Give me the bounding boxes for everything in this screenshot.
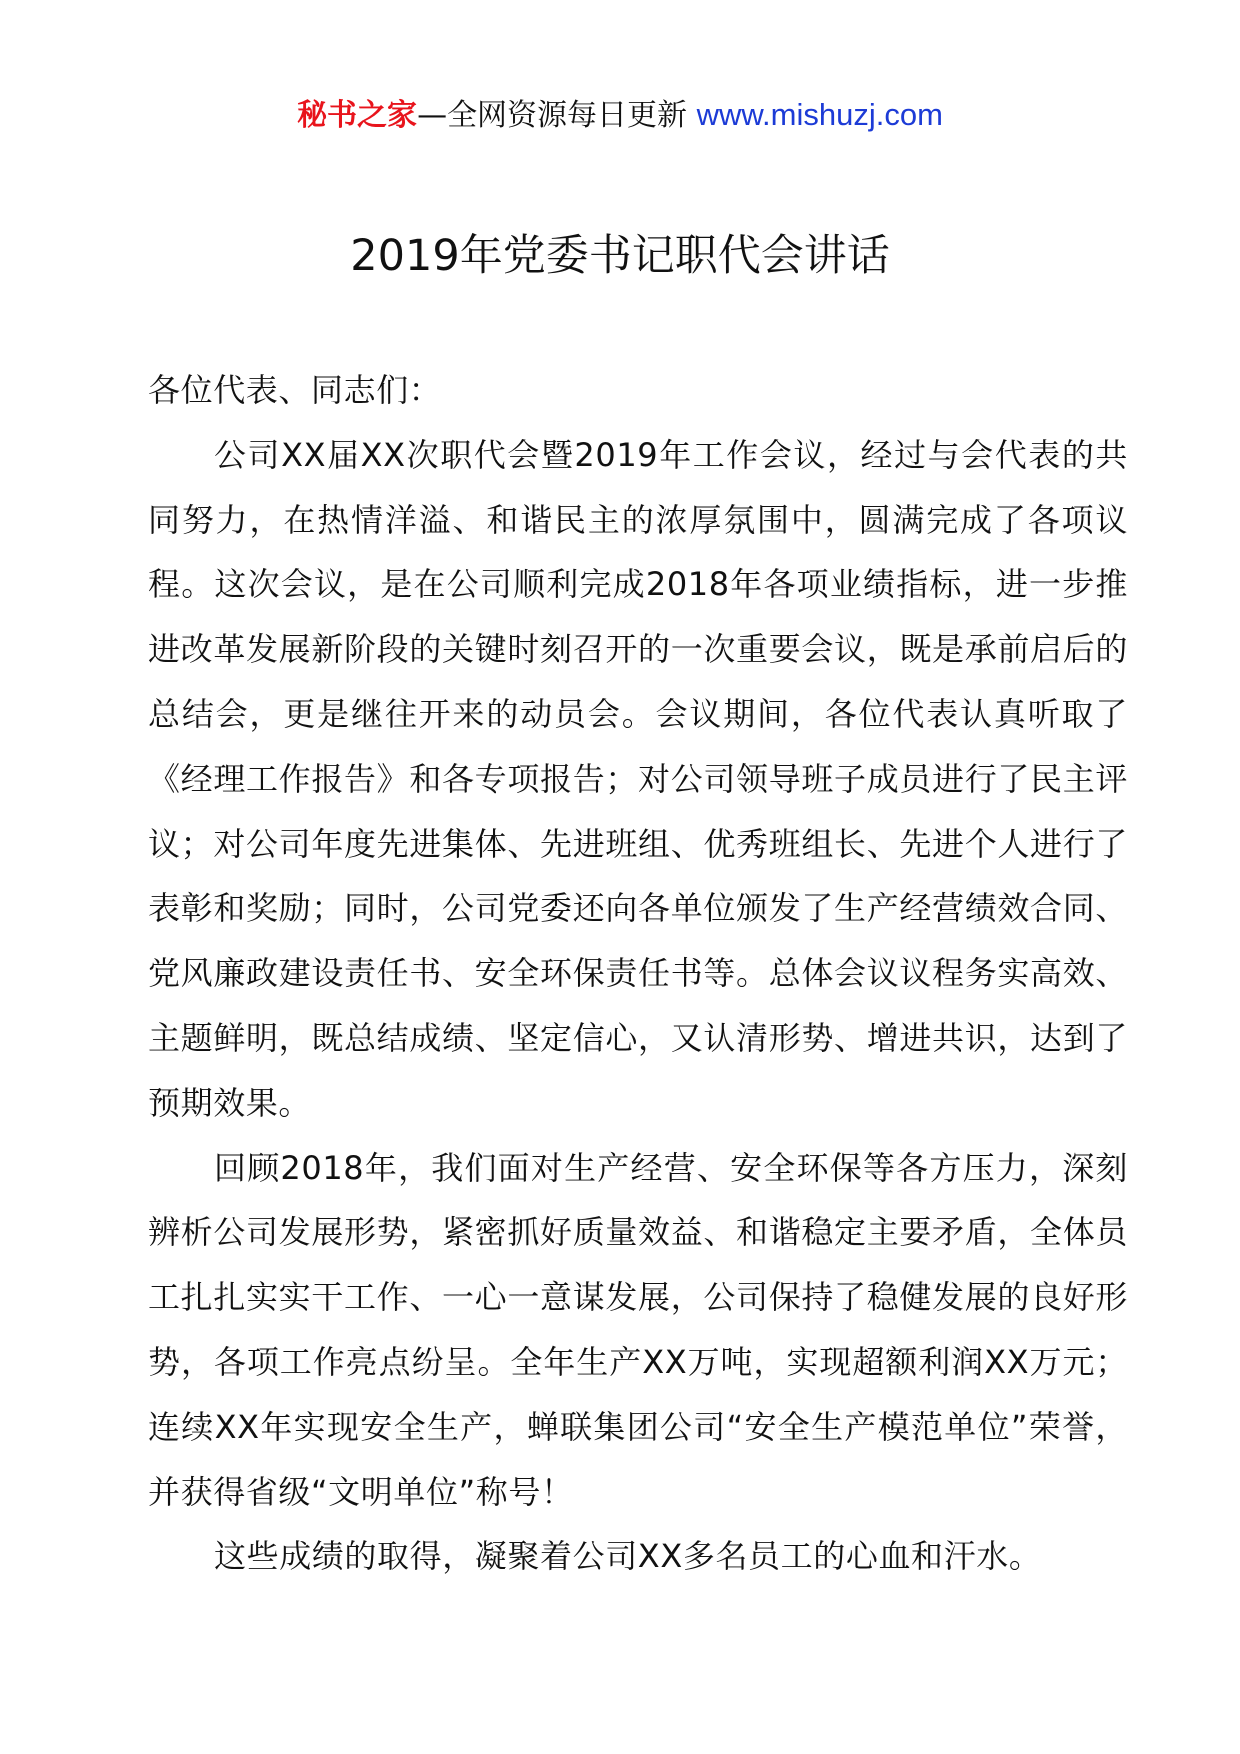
paragraph-3: 这些成绩的取得，凝聚着公司XX多名员工的心血和汗水。	[214, 1537, 1042, 1576]
paragraph-2: 回顾2018年，我们面对生产经营、安全环保等各方压力，深刻辨析公司发展形势，紧密抓好质量效益、和谐稳定主要矛盾，全体员工扎扎实实干工作、一心一意谋发展，公司保持了稳健发展的良好形势，各项工作亮点纷呈。全年生产XX万吨，实现超额利润XX万元；连续XX年实现安全生产，蝉联集团公司“安全生产模范单位”荣誉，并获得省级“文明单位”称号！	[148, 1148, 1128, 1511]
site-header	[0, 95, 1240, 136]
site-url-link[interactable]: www.mishuzj.com	[696, 97, 943, 132]
site-slogan: —全网资源每日更新	[417, 98, 688, 133]
document-body	[148, 358, 1128, 1589]
salutation: 各位代表、同志们：	[148, 371, 442, 409]
paragraph-1: 公司XX届XX次职代会暨2019年工作会议，经过与会代表的共同努力，在热情洋溢、和谐民主的浓厚氛围中，圆满完成了各项议程。这次会议，是在公司顺利完成2018年各项业绩指标，进一步推进改革发展新阶段的关键时刻召开的一次重要会议，既是承前启后的总结会，更是继往开来的动员会。会议期间，各位代表认真听取了《经理工作报告》和各专项报告；对公司领导班子成员进行了民主评议；对公司年度先进集体、先进班组、优秀班组长、先进个人进行了表彰和奖励；同时，公司党委还向各单位颁发了生产经营绩效合同、党风廉政建设责任书、安全环保责任书等。总体会议议程务实高效、主题鲜明，既总结成绩、坚定信心，又认清形势、增进共识，达到了预期效果。	[148, 435, 1128, 1122]
site-brand: 秘书之家	[297, 98, 418, 133]
document-title: 2019年党委书记职代会讲话	[350, 231, 890, 281]
